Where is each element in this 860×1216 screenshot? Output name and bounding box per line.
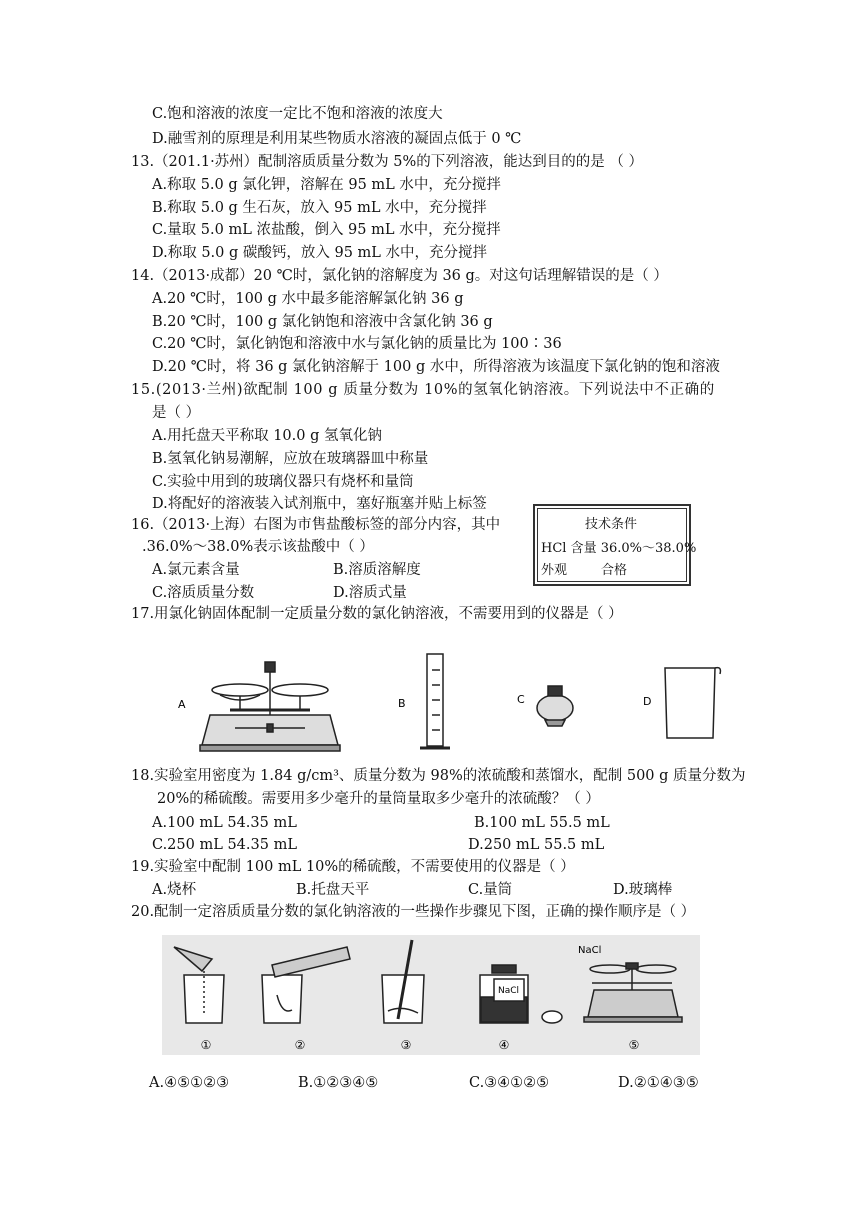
option-text: D.溶质式量: [333, 585, 407, 601]
option-text: A.氯元素含量: [152, 562, 240, 578]
step-2-label: ②: [294, 1038, 306, 1052]
option-text: B.托盘天平: [296, 882, 370, 898]
question-15-cont: 是（ ）: [152, 405, 201, 421]
question-14: 14.（2013·成都）20 ℃时，氯化钠的溶解度为 36 g。对这句话理解错误的是（ ）: [131, 268, 668, 284]
label-d: D: [643, 695, 652, 708]
option-text: A.用托盘天平称取 10.0 g 氢氧化钠: [152, 428, 382, 444]
label-appearance-value: 合格: [601, 563, 628, 578]
option-text: D.玻璃棒: [613, 882, 673, 898]
option-text: D.融雪剂的原理是利用某些物质水溶液的凝固点低于 0 ℃: [152, 131, 522, 147]
question-20: 20.配制一定溶质质量分数的氯化钠溶液的一些操作步骤见下图，正确的操作顺序是（ ）: [131, 904, 696, 920]
question-13: 13.（201.1·苏州）配制溶质质量分数为 5%的下列溶液，能达到目的的是 （ ）: [131, 154, 644, 170]
figure-20-steps: [162, 935, 700, 1055]
option-text: D.②①④③⑤: [618, 1075, 699, 1091]
option-text: B.溶质溶解度: [333, 562, 421, 578]
balance-icon: [200, 662, 340, 751]
option-text: B.称取 5.0 g 生石灰，放入 95 mL 水中，充分搅拌: [152, 200, 487, 216]
question-19: 19.实验室中配制 100 mL 10%的稀硫酸，不需要使用的仪器是（ ）: [131, 859, 575, 875]
option-text: B.①②③④⑤: [298, 1075, 379, 1091]
option-text: C.250 mL 54.35 mL: [152, 837, 297, 853]
question-17: 17.用氯化钠固体配制一定质量分数的氯化钠溶液，不需要用到的仪器是（ ）: [131, 606, 623, 622]
option-text: D.称取 5.0 g 碳酸钙，放入 95 mL 水中，充分搅拌: [152, 245, 488, 261]
question-18: 18.实验室用密度为 1.84 g/cm³、质量分数为 98%的浓硫酸和蒸馏水，配制 500 g 质量分数为: [131, 768, 746, 784]
option-text: B.20 ℃时，100 g 氯化钠饱和溶液中含氯化钠 36 g: [152, 314, 493, 330]
option-text: A.100 mL 54.35 mL: [152, 815, 297, 831]
option-text: D.将配好的溶液装入试剂瓶中，塞好瓶塞并贴上标签: [152, 496, 487, 512]
option-text: C.实验中用到的玻璃仪器只有烧杯和量筒: [152, 474, 414, 490]
option-text: C.③④①②⑤: [469, 1075, 550, 1091]
graduated-cylinder-icon: [420, 654, 450, 748]
step-1-label: ①: [200, 1038, 212, 1052]
label-b: B: [398, 697, 406, 710]
label-c: C: [517, 693, 525, 706]
balance-label: NaCl: [578, 945, 602, 956]
option-text: D.20 ℃时，将 36 g 氯化钠溶解于 100 g 水中，所得溶液为该温度下氯化钠的饱和溶液: [152, 359, 720, 375]
option-text: A.烧杯: [152, 882, 197, 898]
step-4-label: ④: [498, 1038, 510, 1052]
label-hcl-content: HCl 含量 36.0%～38.0%: [541, 541, 697, 556]
option-text: C.量取 5.0 mL 浓盐酸，倒入 95 mL 水中，充分搅拌: [152, 222, 501, 238]
bottle-label: NaCl: [498, 986, 520, 996]
step-5-label: ⑤: [628, 1038, 640, 1052]
question-18-cont: 20%的稀硫酸。需要用多少毫升的量筒量取多少毫升的浓硫酸？（ ）: [157, 791, 600, 807]
step-3-label: ③: [400, 1038, 412, 1052]
figure-17-instruments: [170, 650, 730, 760]
option-text: C.量筒: [468, 882, 513, 898]
option-text: D.250 mL 55.5 mL: [468, 837, 605, 853]
question-15: 15.(2013·兰州)欲配制 100 g 质量分数为 10%的氢氧化钠溶液。下列说法中不正确的: [131, 382, 715, 398]
question-16: 16.（2013·上海）右图为市售盐酸标签的部分内容，其中: [131, 517, 501, 533]
label-appearance-key: 外观: [541, 563, 568, 578]
option-text: B.氢氧化钠易潮解，应放在玻璃器皿中称量: [152, 451, 429, 467]
label-a: A: [178, 698, 186, 711]
option-text: B.100 mL 55.5 mL: [474, 815, 610, 831]
option-text: A.④⑤①②③: [149, 1075, 230, 1091]
option-text: C.20 ℃时，氯化钠饱和溶液中水与氯化钠的质量比为 100∶36: [152, 336, 562, 352]
option-text: C.饱和溶液的浓度一定比不饱和溶液的浓度大: [152, 106, 443, 122]
option-text: A.20 ℃时，100 g 水中最多能溶解氯化钠 36 g: [152, 291, 464, 307]
option-text: A.称取 5.0 g 氯化钾，溶解在 95 mL 水中，充分搅拌: [152, 177, 501, 193]
label-title: 技术条件: [585, 517, 638, 532]
question-16-cont: .36.0%～38.0%表示该盐酸中（ ）: [142, 539, 374, 555]
hcl-label-box: [533, 504, 697, 586]
option-text: C.溶质质量分数: [152, 585, 255, 601]
beaker-icon: [665, 668, 720, 738]
alcohol-lamp-icon: [537, 686, 573, 726]
